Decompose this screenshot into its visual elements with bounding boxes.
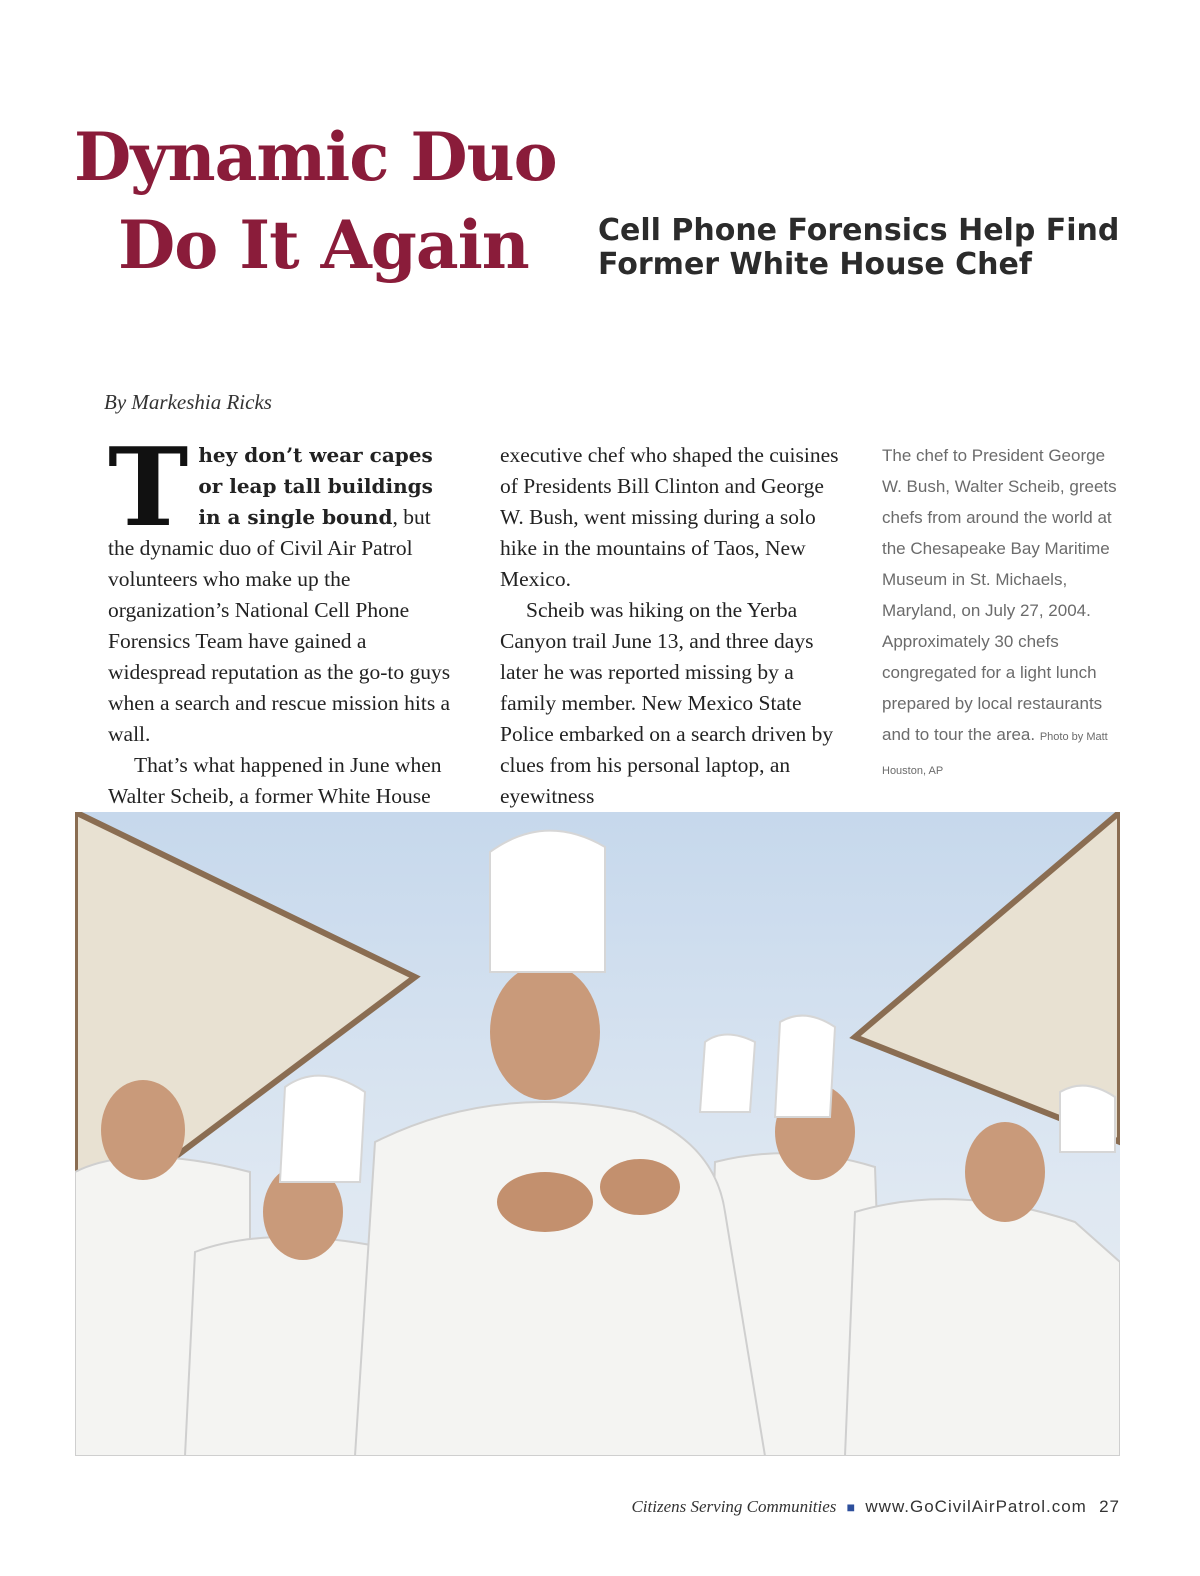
- paragraph: Scheib was hiking on the Yerba Canyon trail June 13, and three days later he was reported missing by a family member. New Mexico State Police embarked on a search driven by clues from his personal laptop, an eyewitness: [500, 598, 834, 808]
- chefs-photo: [75, 812, 1120, 1456]
- lead-paragraph: [108, 425, 458, 750]
- caption-text: The chef to President George W. Bush, Walter Scheib, greets chefs from around the world at the Chesapeake Bay Maritime Museum in St. Michaels, Maryland, on July 27, 2004. Approximately 30 chefs congregated for a light lunch prepared by local restaurants and to tour the area.: [882, 446, 1117, 744]
- chef-woman: [845, 1199, 1120, 1456]
- publication-name: Citizens Serving Communities: [631, 1497, 837, 1516]
- subheadline: Cell Phone Forensics Help Find Former White House Chef: [598, 213, 1120, 282]
- headline-line-1: Dynamic Duo: [74, 118, 557, 196]
- website-link[interactable]: www.GoCivilAirPatrol.com: [865, 1497, 1087, 1516]
- headline-line-2: Do It Again: [118, 206, 529, 284]
- chef-center: [355, 1102, 765, 1456]
- page-number: 27: [1099, 1497, 1120, 1516]
- drop-cap: T: [108, 425, 189, 551]
- chef-hat-left: [280, 1076, 365, 1182]
- chef-hat-right: [700, 1035, 755, 1113]
- paragraph: That’s what happened in June when Walter Scheib, a former White House: [108, 753, 442, 808]
- page-footer: [631, 1497, 1120, 1517]
- chef-hat-right-2: [775, 1016, 835, 1117]
- lead-text: , but the dynamic duo of Civil Air Patrol volunteers who make up the organization’s National Cell Phone Forensics Team have gained a widespread reputation as the go-to guys when a search and rescue mission hits a wall.: [108, 505, 451, 746]
- article-column-2: [500, 440, 850, 812]
- chef-hat-far-right: [1060, 1086, 1115, 1152]
- photo-credit: Photo by Matt Houston, AP: [882, 731, 1108, 777]
- byline: By Markeshia Ricks: [104, 390, 272, 414]
- article-column-1: [108, 425, 458, 812]
- lead-in: hey don’t wear capes or leap tall buildings in a single bound: [198, 443, 433, 529]
- photo-caption: [882, 440, 1122, 787]
- separator-square-icon: ■: [846, 1501, 856, 1516]
- paragraph: executive chef who shaped the cuisines of Presidents Bill Clinton and George W. Bush, went missing during a solo hike in the mountains of Taos, New Mexico.: [500, 443, 839, 591]
- chef-hat-center: [490, 831, 605, 972]
